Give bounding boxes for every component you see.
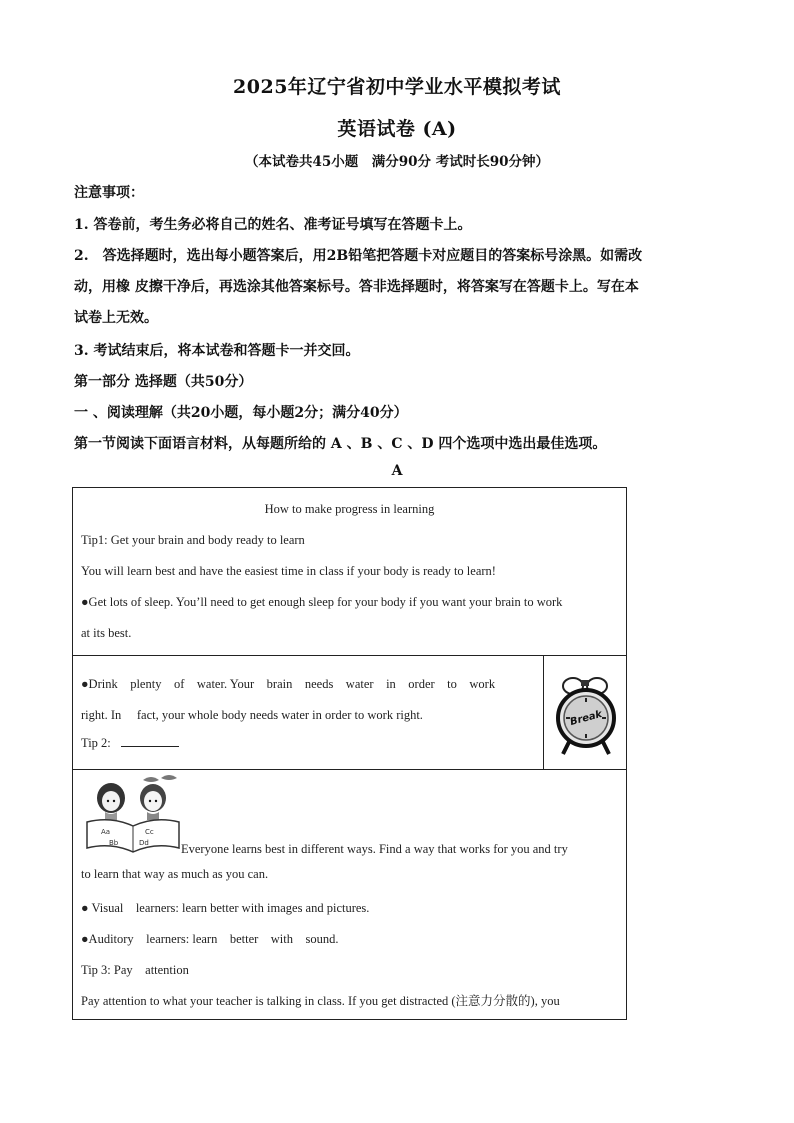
- tip3-text: Pay attention to what your teacher is talking in class. If you get distracted (注意力分散的), you: [81, 994, 560, 1008]
- book-label-dd: Dd: [139, 839, 149, 847]
- note-item-2-line-1: 2. 答选择题时，选出每小题答案后，用2B铅笔把答题卡对应题目的答案标号涂黑。如需改: [74, 248, 643, 264]
- tip2-line: [81, 736, 179, 751]
- note-item-2-line-3: 试卷上无效。: [74, 310, 158, 326]
- note-item-3: 3. 考试结束后，将本试卷和答题卡一并交回。: [74, 343, 360, 359]
- part-heading: 第一部分 选择题（共50分）: [74, 374, 253, 390]
- paper-title: 英语试卷 (A): [337, 118, 457, 140]
- sleep-bullet-cont: at its best.: [81, 626, 132, 640]
- visual-bullet: ● Visual learners: learn better with images and pictures.: [81, 901, 370, 915]
- tip2-blank: [121, 736, 179, 747]
- book-label-bb: Bb: [109, 839, 119, 847]
- sleep-bullet: ●Get lots of sleep. You’ll need to get enough sleep for your body if you want your brain to work: [81, 595, 563, 609]
- notes-heading: 注意事项：: [74, 185, 144, 201]
- note-item-2-line-2: 动，用橡 皮擦干净后，再选涂其他答案标号。答非选择题时，将答案写在答题卡上。写在本: [74, 279, 639, 295]
- passage-box-tip1: [72, 487, 627, 656]
- ways-text: Everyone learns best in different ways. Find a way that works for you and try: [181, 842, 568, 856]
- water-bullet: ●Drink plenty of water. Your brain needs water in order to work: [81, 677, 496, 691]
- water-bullet-cont: right. In fact, your whole body needs water in order to work right.: [81, 708, 423, 722]
- passage-letter: A: [391, 463, 403, 479]
- passage-title: How to make progress in learning: [264, 502, 435, 516]
- auditory-bullet: ●Auditory learners: learn better with sound.: [81, 932, 339, 946]
- box2-divider: [543, 655, 544, 770]
- exam-info: （本试卷共45小题 满分90分 考试时长90分钟）: [244, 154, 550, 170]
- tip2-label: Tip 2:: [81, 736, 111, 750]
- book-label-cc: Cc: [145, 828, 154, 836]
- alarm-clock-icon: [551, 672, 619, 760]
- tip1-title: Tip1: Get your brain and body ready to learn: [81, 533, 305, 547]
- children-reading-icon: [83, 774, 183, 854]
- tip3-title: Tip 3: Pay attention: [81, 963, 189, 977]
- ways-text-cont: to learn that way as much as you can.: [81, 867, 269, 881]
- tip1-text: You will learn best and have the easiest time in class if your body is ready to learn!: [81, 564, 496, 578]
- clock-word: Break: [568, 708, 604, 729]
- reading-heading: 一 、阅读理解（共20小题，每小题2分；满分40分）: [74, 405, 408, 421]
- note-item-1: 1. 答卷前，考生务必将自己的姓名、准考证号填写在答题卡上。: [74, 217, 472, 233]
- exam-title: 2025年辽宁省初中学业水平模拟考试: [233, 76, 561, 98]
- book-label-aa: Aa: [101, 828, 111, 836]
- section-instruction: 第一节阅读下面语言材料，从每题所给的 A 、B 、C 、D 四个选项中选出最佳选项。: [74, 436, 607, 452]
